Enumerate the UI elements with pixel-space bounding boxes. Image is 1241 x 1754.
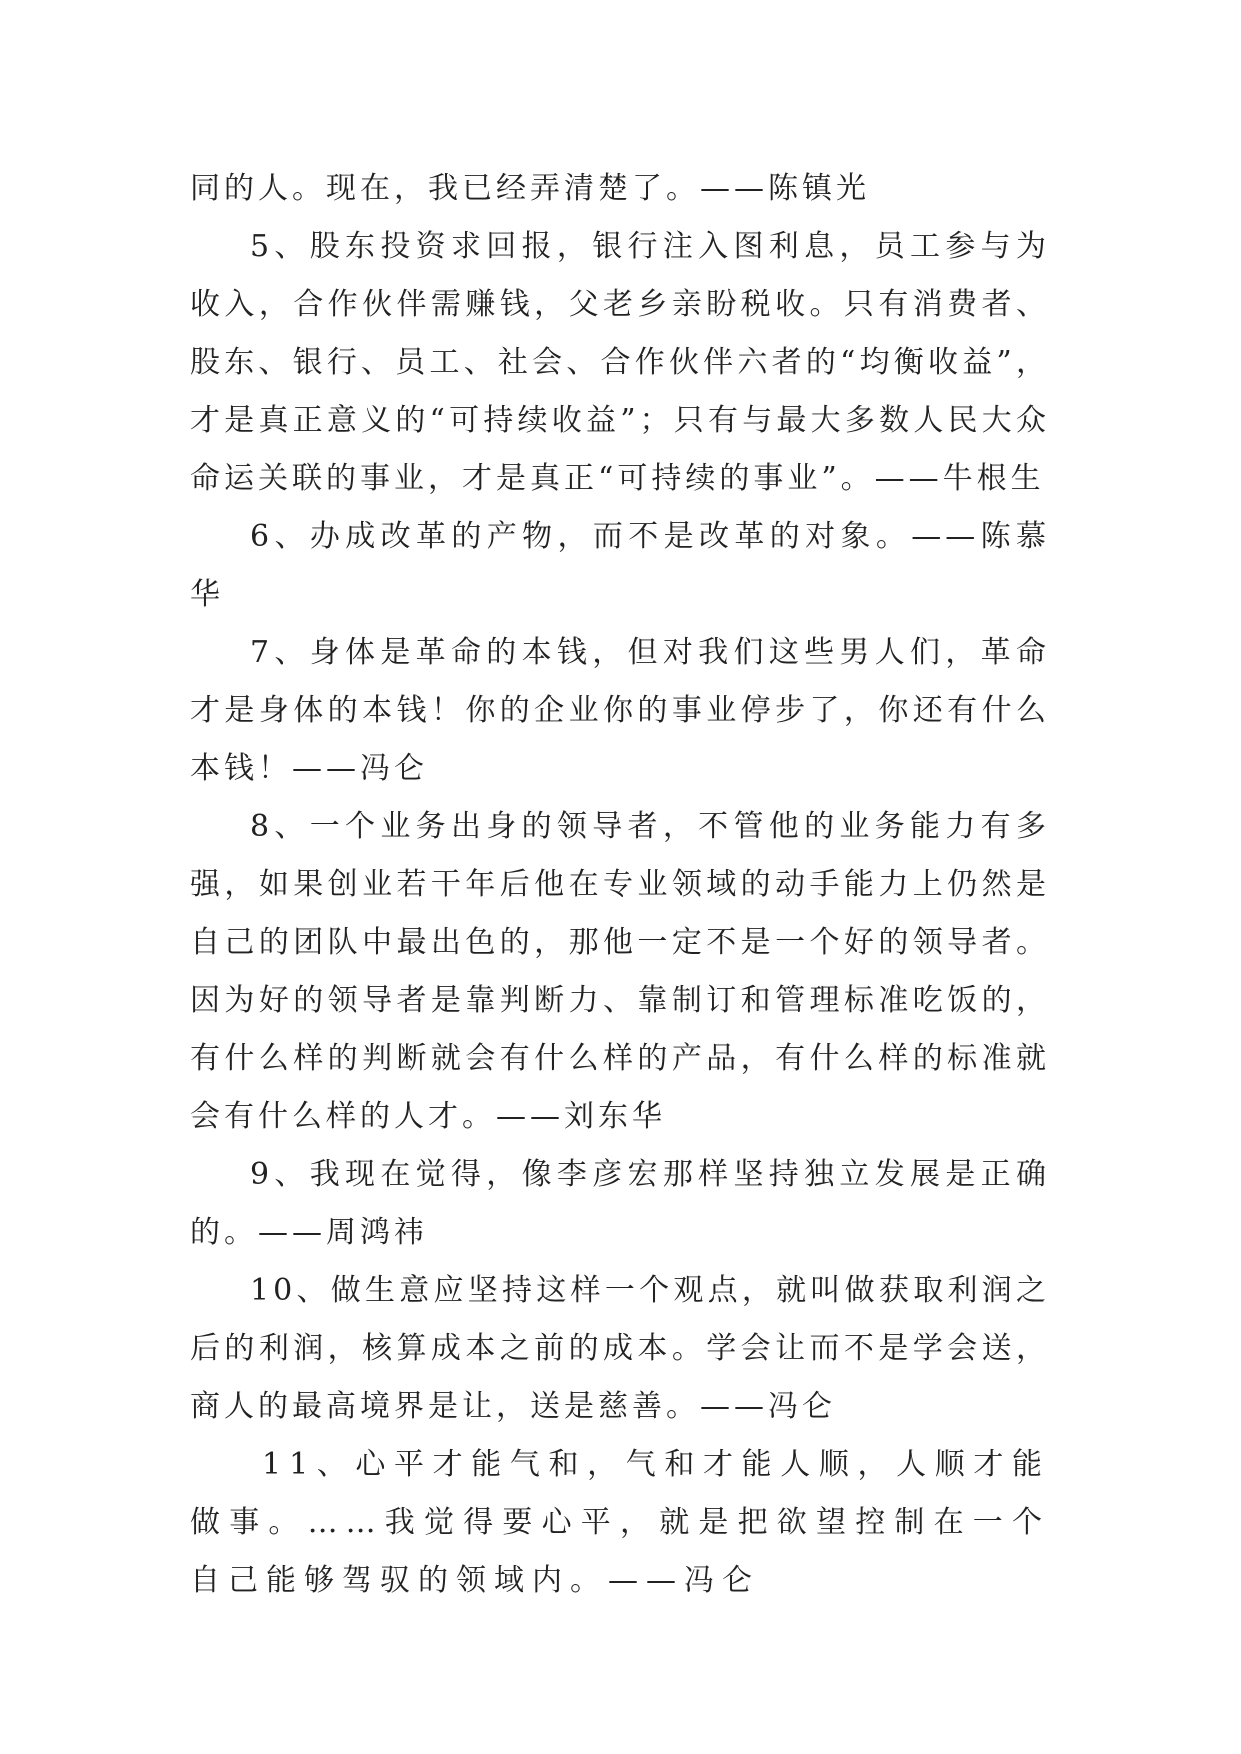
paragraph-quote-6: 6、办成改革的产物，而不是改革的对象。——陈慕华 (190, 519, 1050, 612)
paragraph-quote-8: 8、一个业务出身的领导者，不管他的业务能力有多强，如果创业若干年后他在专业领域的动手能力上仍然是自己的团队中最出色的，那他一定不是一个好的领导者。因为好的领导者是靠判断力、靠制订和管理标准吃饭的，有什么样的判断就会有什么样的产品，有什么样的标准就会有什么样的人才。——刘东华 (190, 809, 1050, 1134)
paragraph-quote-11: 11、心平才能气和，气和才能人顺，人顺才能做事。……我觉得要心平，就是把欲望控制在一个自己能够驾驭的领域内。——冯仑 (190, 1447, 1050, 1598)
paragraph-quote-5: 5、股东投资求回报，银行注入图利息，员工参与为收入，合作伙伴需赚钱，父老乡亲盼税收。只有消费者、股东、银行、员工、社会、合作伙伴六者的“均衡收益”，才是真正意义的“可持续收益”；只有与最大多数人民大众命运关联的事业，才是真正“可持续的事业”。——牛根生 (190, 229, 1050, 496)
paragraph-quote-9: 9、我现在觉得，像李彦宏那样坚持独立发展是正确的。——周鸿祎 (190, 1157, 1050, 1250)
paragraph-quote-7: 7、身体是革命的本钱，但对我们这些男人们，革命才是身体的本钱！你的企业你的事业停步了，你还有什么本钱！——冯仑 (190, 635, 1050, 786)
paragraph-continuation: 同的人。现在，我已经弄清楚了。——陈镇光 (190, 171, 870, 206)
document-body (190, 160, 1050, 1610)
paragraph-quote-10: 10、做生意应坚持这样一个观点，就叫做获取利润之后的利润，核算成本之前的成本。学会让而不是学会送，商人的最高境界是让，送是慈善。——冯仑 (190, 1273, 1050, 1424)
